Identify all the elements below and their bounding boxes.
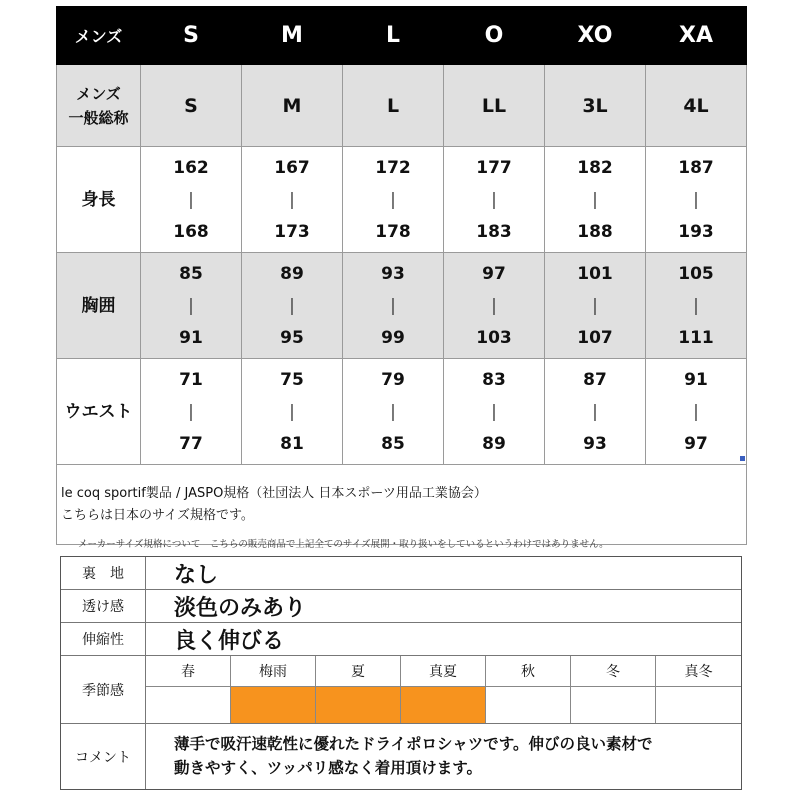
measure-label: 胸囲 [57,253,141,359]
range-separator: | [693,295,699,316]
season-indicator-active [231,687,316,723]
range-min: 97 [482,263,506,284]
range-separator: | [592,295,598,316]
measure-range-cell [545,253,646,359]
range-max: 81 [280,433,304,454]
range-max: 183 [476,221,512,242]
season-name: 冬 [571,656,656,687]
size-note-row [57,465,747,545]
measure-range-cell [646,253,747,359]
general-size-value: S [141,65,242,147]
general-size-value: 4L [646,65,747,147]
general-size-label [57,65,141,147]
measure-label: ウエスト [57,359,141,465]
resize-corner-marker [740,456,745,461]
comment-text [146,724,741,789]
range-min: 177 [476,157,512,178]
measure-range-cell [242,147,343,253]
range-separator: | [188,189,194,210]
season-indicator-active [316,687,401,723]
range-separator: | [491,189,497,210]
size-header-row [57,7,747,65]
range-max: 193 [678,221,714,242]
lining-value: なし [174,562,219,588]
range-min: 105 [678,263,714,284]
season-indicator [656,687,741,723]
comment-row [61,724,741,789]
range-separator: | [491,295,497,316]
comment-line2: 動きやすく、ツッパリ感なく着用頂けます。 [174,759,482,777]
range-min: 162 [173,157,209,178]
range-separator: | [592,401,598,422]
range-separator: | [390,189,396,210]
product-properties-table [60,556,742,790]
range-min: 83 [482,369,506,390]
stretch-label: 伸縮性 [61,623,146,655]
range-min: 75 [280,369,304,390]
measure-range-cell [444,359,545,465]
header-label: メンズ [57,7,141,65]
general-size-row [57,65,747,147]
size-label: O [444,7,545,65]
range-max: 111 [678,327,714,348]
measure-row-waist [57,359,747,465]
range-min: 93 [381,263,405,284]
range-min: 85 [179,263,203,284]
season-indicator [486,687,571,723]
range-max: 99 [381,327,405,348]
range-min: 71 [179,369,203,390]
season-name: 春 [146,656,231,687]
lining-label: 裏 地 [61,557,146,589]
general-size-value: 3L [545,65,646,147]
size-label: XO [545,7,646,65]
measure-label: 身長 [57,147,141,253]
range-min: 89 [280,263,304,284]
transparency-label: 透け感 [61,590,146,622]
season-indicator-active [401,687,486,723]
season-name: 夏 [316,656,401,687]
measure-range-cell [242,359,343,465]
range-separator: | [289,189,295,210]
size-note-line1: le coq sportif製品 / JASPO規格（社団法人 日本スポーツ用品工業協会） [61,485,487,501]
measure-range-cell [141,147,242,253]
general-label-line1: メンズ [76,84,121,103]
range-separator: | [188,401,194,422]
measure-range-cell [545,147,646,253]
range-max: 85 [381,433,405,454]
range-max: 173 [274,221,310,242]
season-name: 真冬 [656,656,741,687]
measure-range-cell [646,359,747,465]
range-min: 172 [375,157,411,178]
season-grid [146,656,741,723]
size-label: XA [646,7,747,65]
range-separator: | [289,295,295,316]
size-label: M [242,7,343,65]
range-min: 91 [684,369,708,390]
measure-range-cell [444,147,545,253]
general-size-value: M [242,65,343,147]
general-size-value: L [343,65,444,147]
range-max: 95 [280,327,304,348]
measure-range-cell [444,253,545,359]
lining-row [61,557,741,590]
range-min: 167 [274,157,310,178]
comment-label: コメント [61,724,146,789]
range-min: 87 [583,369,607,390]
size-note [57,465,747,545]
stretch-value: 良く伸びる [174,628,285,654]
season-label: 季節感 [61,656,146,723]
range-separator: | [188,295,194,316]
season-name: 真夏 [401,656,486,687]
size-note-line2: こちらは日本のサイズ規格です。 [61,507,254,523]
season-name: 梅雨 [231,656,316,687]
stretch-row [61,623,741,656]
measure-row-chest [57,253,747,359]
measure-range-cell [242,253,343,359]
season-indicator [571,687,656,723]
range-separator: | [289,401,295,422]
measure-row-height [57,147,747,253]
range-min: 101 [577,263,613,284]
measure-range-cell [141,253,242,359]
range-separator: | [693,189,699,210]
general-size-value: LL [444,65,545,147]
range-max: 107 [577,327,613,348]
range-separator: | [693,401,699,422]
measure-range-cell [343,253,444,359]
season-name: 秋 [486,656,571,687]
range-separator: | [390,295,396,316]
general-label-line2: 一般総称 [68,108,129,127]
measure-range-cell [343,147,444,253]
season-indicator [146,687,231,723]
range-min: 187 [678,157,714,178]
comment-line1: 薄手で吸汗速乾性に優れたドライポロシャツです。伸びの良い素材で [174,735,653,753]
range-max: 77 [179,433,203,454]
range-separator: | [491,401,497,422]
size-chart-table [56,6,747,545]
range-max: 93 [583,433,607,454]
range-max: 89 [482,433,506,454]
measure-range-cell [141,359,242,465]
season-row [61,656,741,724]
transparency-value: 淡色のみあり [174,595,307,621]
range-max: 97 [684,433,708,454]
measure-range-cell [545,359,646,465]
transparency-row [61,590,741,623]
range-max: 91 [179,327,203,348]
range-separator: | [592,189,598,210]
range-max: 188 [577,221,613,242]
range-min: 182 [577,157,613,178]
measure-range-cell [646,147,747,253]
range-min: 79 [381,369,405,390]
range-max: 178 [375,221,411,242]
size-footnote: メーカーサイズ規格について こちらの販売商品で上記全てのサイズ展開・取り扱いをしているというわけではありません。 [78,539,609,550]
measure-range-cell [343,359,444,465]
range-max: 168 [173,221,209,242]
range-separator: | [390,401,396,422]
range-max: 103 [476,327,512,348]
size-label: S [141,7,242,65]
size-label: L [343,7,444,65]
